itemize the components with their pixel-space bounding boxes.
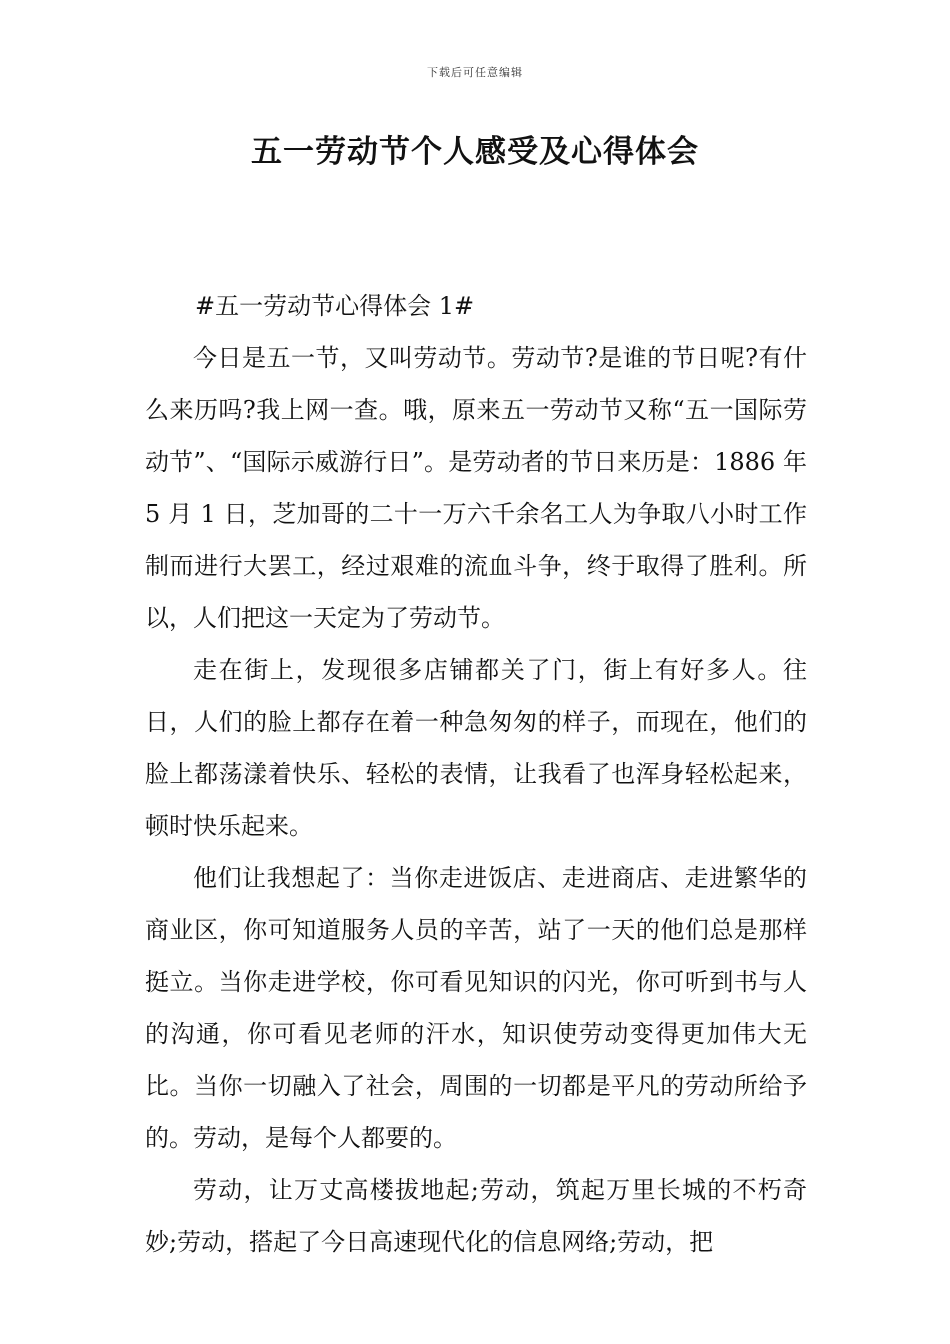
header-note: 下载后可任意编辑 (427, 66, 523, 79)
section-heading: #五一劳动节心得体会 1# (195, 292, 475, 320)
paragraph-2: 走在街上，发现很多店铺都关了门，街上有好多人。往日，人们的脸上都存在着一种急匆匆的样子，而现在，他们的脸上都荡漾着快乐、轻松的表情，让我看了也浑身轻松起来，顿时快乐起来。 (145, 656, 807, 840)
document-title: 五一劳动节个人感受及心得体会 (251, 134, 699, 170)
paragraph-4: 劳动，让万丈高楼拔地起;劳动，筑起万里长城的不朽奇妙;劳动，搭起了今日高速现代化的信息网络;劳动，把 (145, 1176, 807, 1256)
document-body (145, 280, 807, 1268)
paragraph-3: 他们让我想起了：当你走进饭店、走进商店、走进繁华的商业区，你可知道服务人员的辛苦，站了一天的他们总是那样挺立。当你走进学校，你可看见知识的闪光，你可听到书与人的沟通，你可看见老师的汗水，知识使劳动变得更加伟大无比。当你一切融入了社会，周围的一切都是平凡的劳动所给予的。劳动，是每个人都要的。 (145, 864, 807, 1152)
paragraph-1: 今日是五一节，又叫劳动节。劳动节?是谁的节日呢?有什么来历吗?我上网一查。哦，原来五一劳动节又称“五一国际劳动节”、“国际示威游行日”。是劳动者的节日来历是：1886 年 5 月 1 日，芝加哥的二十一万六千余名工人为争取八小时工作制而进行大罢工，经过艰难的流血斗争，终于取得了胜利。所以，人们把这一天定为了劳动节。 (145, 344, 807, 632)
